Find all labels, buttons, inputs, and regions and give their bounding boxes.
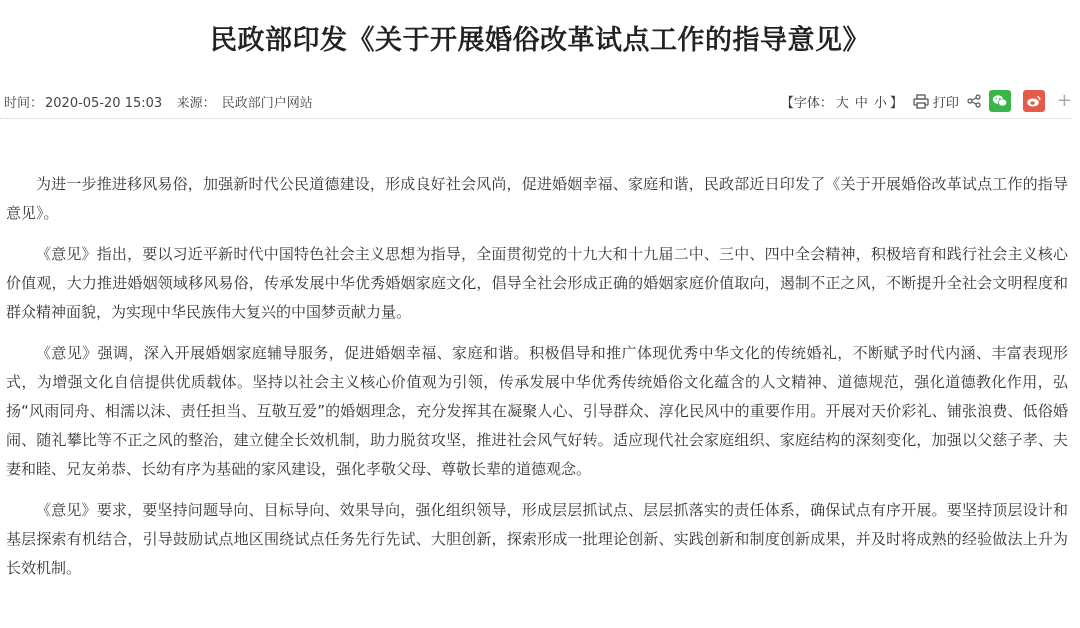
source-name: 民政部门户网站 [221,96,313,111]
plus-icon[interactable]: + [1056,90,1072,111]
weibo-glyph [1026,94,1042,108]
font-size-label: 【字体： [780,95,833,111]
share-icon[interactable] [967,94,981,108]
wechat-glyph [992,94,1008,108]
font-size-close: 】 [889,95,903,111]
article-title: 民政部印发《关于开展婚俗改革试点工作的指导意见》 [210,25,870,56]
wechat-icon[interactable] [989,90,1011,112]
weibo-icon[interactable] [1023,90,1045,112]
printer-icon [913,94,929,109]
source-label: 来源： [176,96,216,111]
font-small-button[interactable]: 小 [873,95,887,111]
font-large-button[interactable]: 大 [835,95,849,111]
article-body [6,170,1068,595]
publish-time: 2020-05-20 15:03 [45,96,163,111]
article-meta [4,92,315,111]
article-meta-bar [0,86,1072,119]
print-label: 打印 [932,95,959,111]
font-size-control [781,92,903,111]
paragraph: 《意见》要求，要坚持问题导向、目标导向、效果导向，强化组织领导，形成层层抓试点、层层抓落实的责任体系，确保试点有序开展。要坚持顶层设计和基层探索有机结合，引导鼓励试点地区围绕试点任务先行先试、大胆创新，探索形成一批理论创新、实践创新和制度创新成果，并及时将成熟的经验做法上升为长效机制。 [6,501,1068,577]
paragraph: 《意见》指出，要以习近平新时代中国特色社会主义思想为指导，全面贯彻党的十九大和十九届二中、三中、四中全会精神，积极培育和践行社会主义核心价值观，大力推进婚姻领域移风易俗，传承发展中华优秀婚姻家庭文化，倡导全社会形成正确的婚姻家庭价值取向，遏制不正之风，不断提升全社会文明程度和群众精神面貌，为实现中华民族伟大复兴的中国梦贡献力量。 [6,245,1068,321]
paragraph: 为进一步推进移风易俗，加强新时代公民道德建设，形成良好社会风尚，促进婚姻幸福、家庭和谐，民政部近日印发了《关于开展婚俗改革试点工作的指导意见》。 [6,175,1068,222]
font-medium-button[interactable]: 中 [854,95,868,111]
time-label: 时间： [4,96,44,111]
print-button[interactable] [913,92,959,111]
paragraph: 《意见》强调，深入开展婚姻家庭辅导服务，促进婚姻幸福、家庭和谐。积极倡导和推广体现优秀中华文化的传统婚礼，不断赋予时代内涵、丰富表现形式，为增强文化自信提供优质载体。坚持以社会主义核心价值观为引领，传承发展中华优秀传统婚俗文化蕴含的人文精神、道德规范，强化道德教化作用，弘扬“风雨同舟、相濡以沫、责任担当、互敬互爱”的婚姻理念，充分发挥其在凝聚人心、引导群众、淳化民风中的重要作用。开展对天价彩礼、铺张浪费、低俗婚闹、随礼攀比等不正之风的整治，建立健全长效机制，助力脱贫攻坚，推进社会风气好转。适应现代社会家庭组织、家庭结构的深刻变化，加强以父慈子孝、夫妻和睦、兄友弟恭、长幼有序为基础的家风建设，强化孝敬父母、尊敬长辈的道德观念。 [6,344,1068,478]
article-toolbar [781,88,1072,114]
